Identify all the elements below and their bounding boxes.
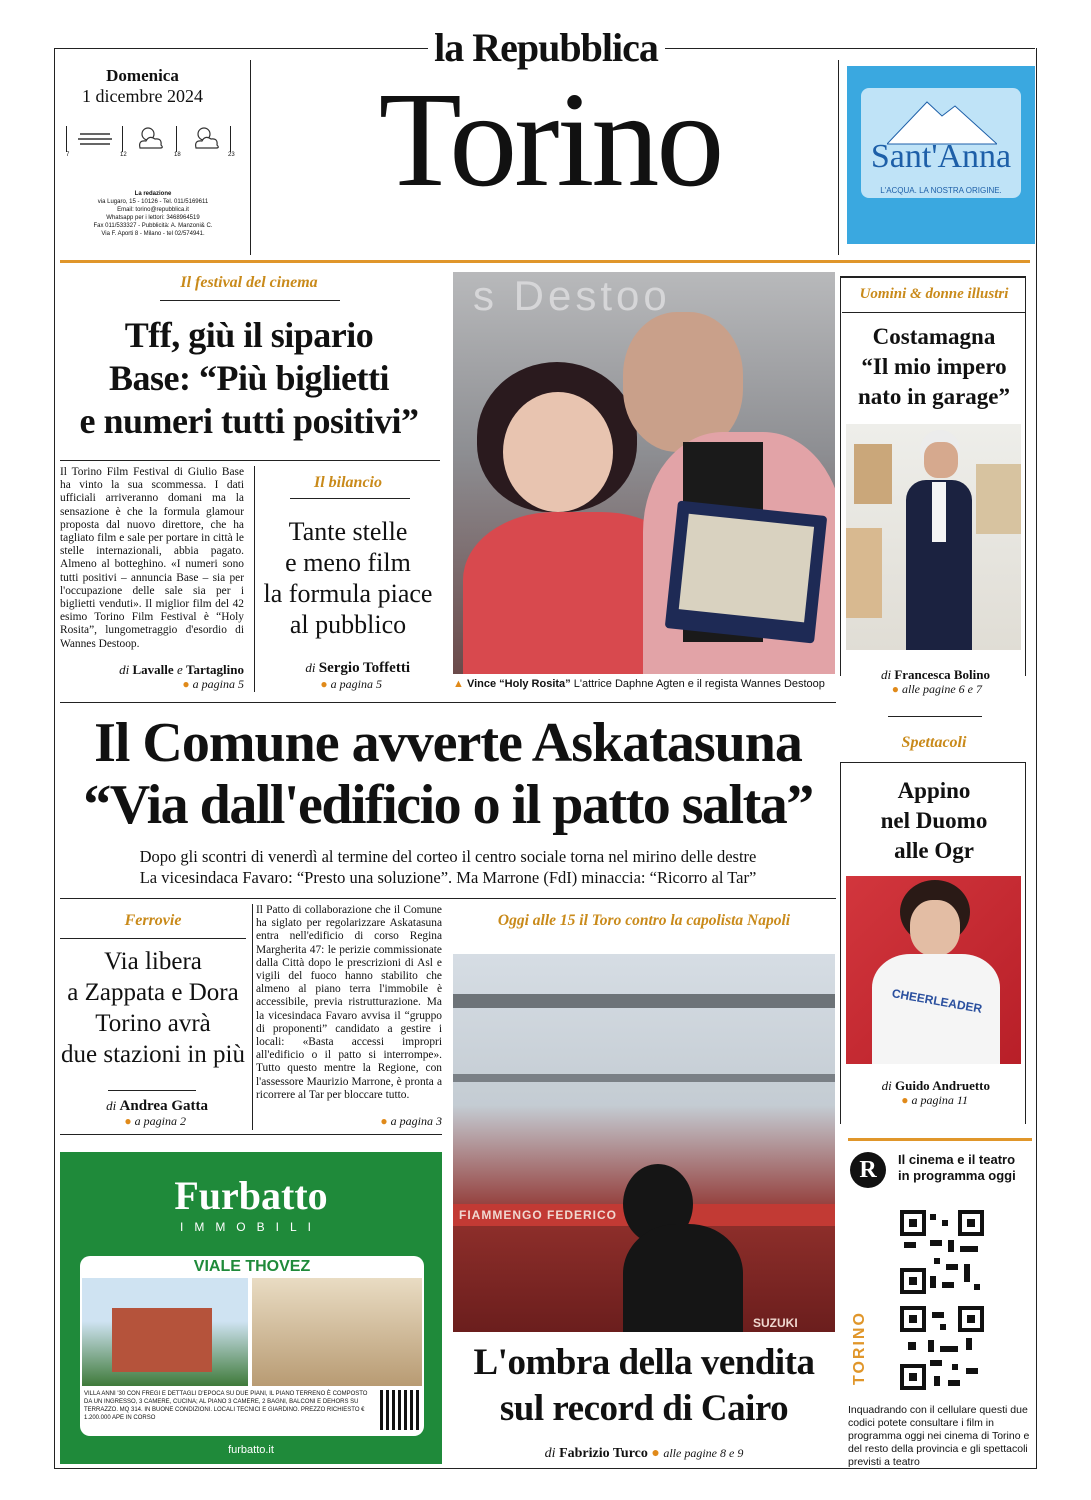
ad-santanna-tagline: L'ACQUA. LA NOSTRA ORIGINE. (880, 186, 1002, 195)
kicker-bilancio: Il bilancio (313, 474, 382, 491)
masthead-rule-right (665, 48, 1035, 49)
byline-bilancio: di Sergio Toffetti (305, 660, 410, 676)
byline-tff: di Lavalle e Tartaglino (119, 662, 244, 677)
qr-code-icon[interactable] (900, 1210, 984, 1294)
kicker-spettacoli: Spettacoli (901, 734, 967, 751)
lead-headline-1[interactable]: Il Comune avverte Askatasuna (94, 712, 802, 774)
ad-divider (838, 60, 839, 255)
headline-costamagna[interactable]: Costamagna “Il mio impero nato in garage” (857, 324, 1011, 409)
photo-appino[interactable]: CHEERLEADER (846, 876, 1021, 1064)
fog-icon (76, 128, 114, 150)
kicker-festival: Il festival del cinema (180, 274, 318, 291)
ad-furbatto-text: VILLA ANNI '30 CON FREGI E DETTAGLI D'EPOCA SU DUE PIANI, IL PIANO TERRENO È COMPOSTO DA UN INGRESSO, 3 CAMERE, CUCINA; AL PIANO 3 CAMERE, 2 BAGNI, BALCONI E DEHORS SU TERRAZZO. MQ 314. IN BUONE CONDIZIONI. LOCALI TECNICI E GIARDINO. PREZZO RICHIESTO € 1.200.000 APE IN CORSO (84, 1391, 368, 1421)
redazione-block: La redazione via Lugaro, 15 - 10126 - Tel. 011/5169611 Email: torino@repubblica.it Whatsapp per i lettori: 3468964519 Fax 011/533327 - Pubblicità: A. Manzoni& C. Via F. Aporti 8 - Milano - tel 02/574941. (93, 191, 213, 237)
qr-box-text: Inquadrando con il cellulare questi due codici potete consultare i film in programma oggi nei cinema di Torino e del resto della provincia e gli spettacoli previsti a teatro (848, 1404, 1030, 1468)
article-tff-body: Il Torino Film Festival di Giulio Base ha vinto la sua scommessa. I dati ufficiali arriveranno domani ma la sensazione è che la formula glamour proposta dal nuovo direttore, che ha tagliato film e sale per portare in città le stelle internazionali, abbia pagato. Almeno al botteghino. «I numeri sono tutti positivi – annuncia Base – sia per l'occupazione delle sale sia per i biglietti venduti». Il miglior film del 42 esimo Torino Film Festival è “Holy Rosita”, lungometraggio d'esordio di Wannes Destoop. (60, 466, 244, 650)
repubblica-logo-icon: R (850, 1152, 886, 1188)
ad-furbatto-location: VIALE THOVEZ (193, 1258, 311, 1275)
kicker-ferrovie: Ferrovie (124, 912, 182, 929)
pageref-toro[interactable]: alle pagine 8 e 9 (663, 1446, 744, 1460)
pageref-tff[interactable]: ● a pagina 5 (182, 677, 244, 691)
orange-rule (60, 260, 1030, 263)
pageref-ferrovie[interactable]: ● a pagina 2 (124, 1114, 186, 1128)
photo-interior (252, 1278, 422, 1386)
pageref-bilancio[interactable]: ● a pagina 5 (320, 677, 382, 691)
date-full: 1 dicembre 2024 (82, 86, 203, 106)
photo-villa (82, 1278, 248, 1386)
qr-code-icon (380, 1390, 420, 1430)
byline-ferrovie: di Andrea Gatta (106, 1098, 208, 1114)
kicker-uomini: Uomini & donne illustri (859, 286, 1009, 302)
byline-appino: di Guido Andruetto (881, 1078, 990, 1093)
headline-toro[interactable]: L'ombra della vendita sul record di Cairo (473, 1342, 815, 1429)
date-box-divider (250, 60, 251, 255)
masthead-rule-left (228, 48, 428, 49)
ad-furbatto-sub: IMMOBILI (179, 1220, 322, 1234)
partly-cloudy-icon (188, 124, 224, 152)
date-day: Domenica (106, 66, 179, 85)
lead-headline-2[interactable]: “Via dall'edificio o il patto salta” (83, 774, 813, 836)
lead-body: Il Patto di collaborazione che il Comune ha siglato per regolarizzare Askatasuna entra nell'edificio di corso Regina Margherita 47: le perizie commissionate dalla Città dopo le prescrizioni di Asl e vigili del fuoco hanno stabilito che almeno al piano terra l'immobile è accessibile, previa ristrutturazione. Ma la vicesindaca Favaro avvisa il “gruppo di proponenti” candidato a gestire i locali: «Basta accessi impropri all'edificio o il patto si interrompe». Tutto questo mentre la Regione, con l'assessore Maurizio Marrone, è pronta a ricorrere al Tar per bloccare tutto. (256, 904, 442, 1101)
brand-name[interactable]: la Repubblica (434, 25, 658, 70)
partly-cloudy-icon (132, 124, 168, 152)
qr-code-icon[interactable] (900, 1306, 984, 1390)
headline-tff[interactable]: Tff, giù il sipario Base: “Più biglietti e numeri tutti positivi” (79, 315, 419, 441)
byline-toro: di Fabrizio Turco ● alle pagine 8 e 9 (544, 1446, 744, 1461)
ad-furbatto-site[interactable]: furbatto.it (228, 1444, 274, 1456)
page-frame-right (1036, 48, 1037, 1468)
page-frame-left (54, 48, 55, 1468)
frame-bottom (54, 1468, 1037, 1469)
ad-furbatto[interactable] (60, 1152, 442, 1464)
pageref-lead[interactable]: ● a pagina 3 (380, 1114, 442, 1128)
byline-costamagna: di Francesca Bolino (880, 667, 990, 682)
ad-furbatto-brand: Furbatto (174, 1173, 328, 1218)
lead-subheadline: Dopo gli scontri di venerdì al termine del corteo il centro sociale torna nel mirino delle destre La vicesindaca Favaro: “Presto una soluzione”. Ma Marrone (FdI) minaccia: “Ricorro al Tar” (139, 847, 757, 887)
qr-box-side-label: TORINO (851, 1311, 868, 1385)
qr-box-title: Il cinema e il teatro in programma oggi (898, 1152, 1016, 1183)
ad-santanna-brand: Sant'Anna (870, 138, 1012, 175)
weather-strip: 7 12 18 23 (66, 122, 236, 162)
photo-holy-rosita[interactable]: s Destoo (453, 272, 835, 674)
headline-appino[interactable]: Appino nel Duomo alle Ogr (880, 778, 988, 863)
pageref-appino[interactable]: ● a pagina 11 (901, 1093, 968, 1107)
photo-caption: ▲ Vince “Holy Rosita” L'attrice Daphne Agten e il regista Wannes Destoop (453, 678, 825, 690)
edition-title: Torino (378, 65, 722, 215)
frame-top (54, 48, 229, 49)
headline-ferrovie[interactable]: Via libera a Zappata e Dora Torino avrà due stazioni in più (61, 948, 245, 1068)
headline-bilancio[interactable]: Tante stelle e meno film la formula piace al pubblico (263, 517, 433, 639)
pageref-costamagna[interactable]: ● alle pagine 6 e 7 (891, 682, 982, 696)
photo-stadium[interactable]: FIAMMENGO FEDERICO SUZUKI (453, 954, 835, 1332)
photo-costamagna[interactable] (846, 424, 1021, 650)
ad-santanna[interactable] (847, 66, 1035, 244)
kicker-toro: Oggi alle 15 il Toro contro la capolista Napoli (497, 912, 791, 929)
